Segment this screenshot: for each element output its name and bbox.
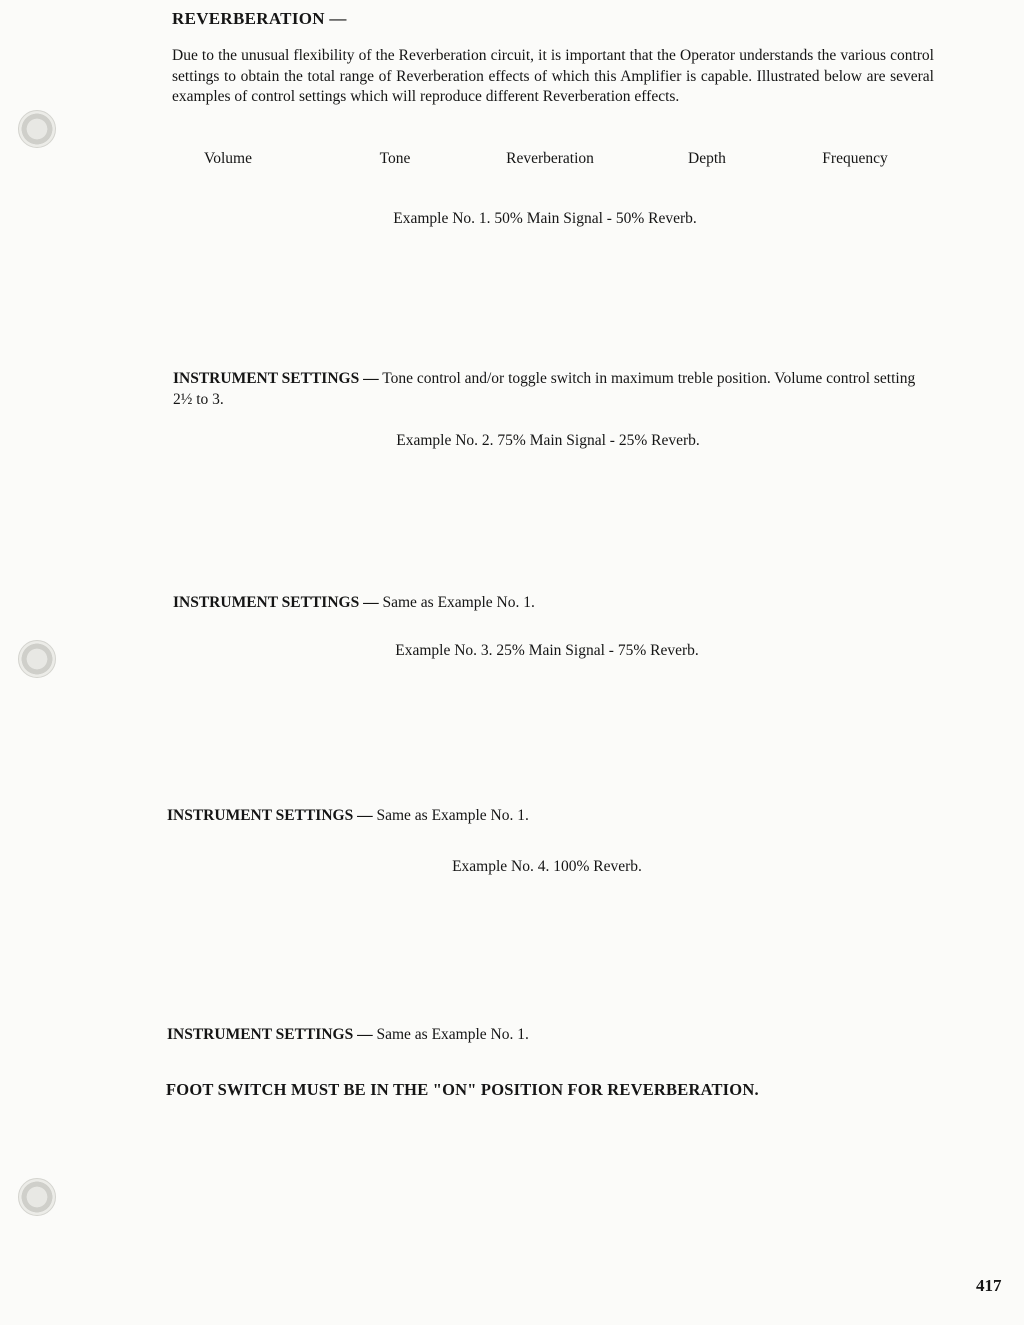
intro-paragraph: Due to the unusual flexibility of the Reverberation circuit, it is important that the Operator understands the various control settings to obtain the total range of Reverberation effects of which this Amplifier is capable. Illustrated below are several examples of control settings which will reproduce different Reverberation effects. bbox=[172, 47, 934, 105]
example-caption: Example No. 2. 75% Main Signal - 25% Reverb. bbox=[396, 432, 700, 449]
instrument-settings-label: INSTRUMENT SETTINGS — bbox=[173, 594, 379, 611]
instrument-settings-label: INSTRUMENT SETTINGS — bbox=[167, 1026, 373, 1043]
binder-hole bbox=[18, 1178, 56, 1216]
instrument-settings-label: INSTRUMENT SETTINGS — bbox=[173, 370, 379, 387]
instrument-settings-text: Tone control and/or toggle switch in maximum treble position. Volume control setting 2½ to 3. bbox=[173, 370, 916, 408]
instrument-settings bbox=[167, 1025, 927, 1046]
binder-hole bbox=[18, 640, 56, 678]
page-number: 417 bbox=[976, 1276, 1002, 1295]
example-caption: Example No. 3. 25% Main Signal - 75% Reverb. bbox=[395, 642, 699, 659]
instrument-settings bbox=[167, 806, 927, 827]
instrument-settings-label: INSTRUMENT SETTINGS — bbox=[167, 807, 373, 824]
column-header-tone: Tone bbox=[379, 150, 411, 167]
column-header-frequency: Frequency bbox=[822, 150, 888, 167]
column-header-depth: Depth bbox=[688, 150, 726, 167]
instrument-settings bbox=[173, 369, 933, 410]
instrument-settings-text: Same as Example No. 1. bbox=[376, 807, 529, 824]
example-caption: Example No. 1. 50% Main Signal - 50% Reverb. bbox=[393, 210, 697, 227]
instrument-settings-text: Same as Example No. 1. bbox=[376, 1026, 529, 1043]
instrument-settings bbox=[173, 593, 933, 614]
binder-hole bbox=[18, 110, 56, 148]
foot-switch-note: FOOT SWITCH MUST BE IN THE "ON" POSITION FOR REVERBERATION. bbox=[166, 1080, 759, 1099]
column-header-reverberation: Reverberation bbox=[506, 150, 594, 167]
instrument-settings-text: Same as Example No. 1. bbox=[382, 594, 535, 611]
column-header-volume: Volume bbox=[204, 150, 252, 167]
example-caption: Example No. 4. 100% Reverb. bbox=[452, 858, 642, 875]
page-title: REVERBERATION — bbox=[172, 9, 347, 28]
